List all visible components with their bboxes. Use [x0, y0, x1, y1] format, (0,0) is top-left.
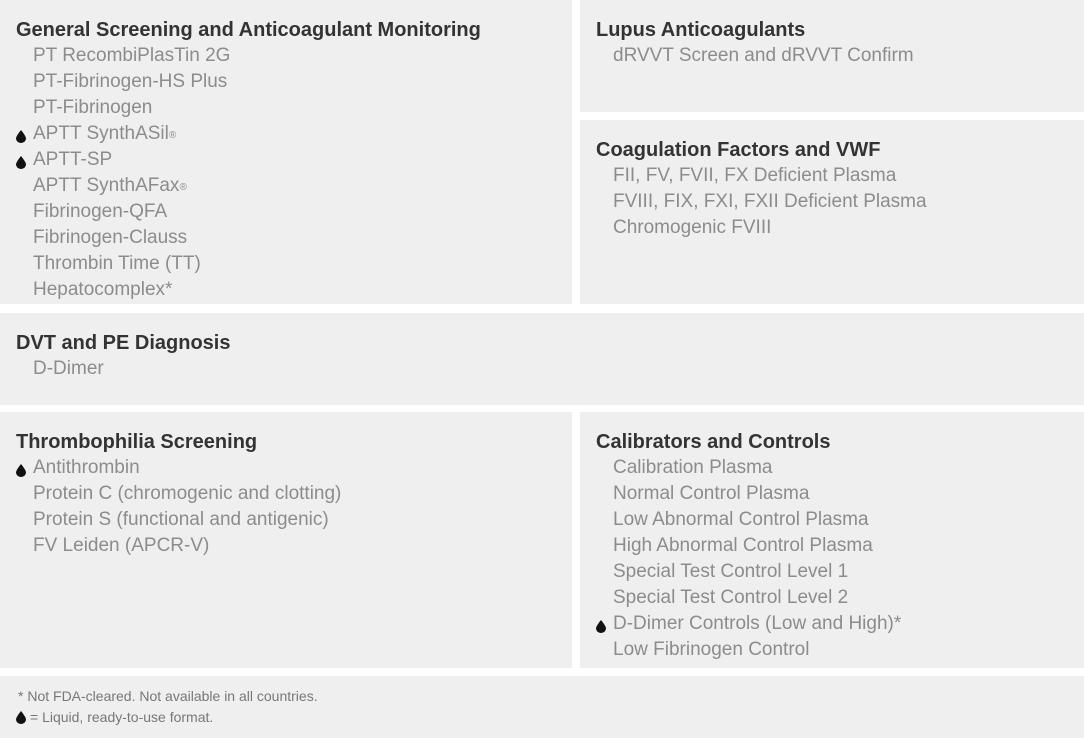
section-title: DVT and PE Diagnosis: [16, 332, 231, 354]
list-item: [16, 95, 230, 121]
item-label: Low Fibrinogen Control: [613, 639, 810, 660]
section-dvt-pe-diagnosis: [0, 313, 1084, 405]
list-item: [16, 173, 230, 199]
item-label: Fibrinogen-QFA: [33, 201, 168, 222]
list-item: [596, 533, 901, 559]
item-label: FVIII, FIX, FXI, FXII Deficient Plasma: [613, 191, 927, 212]
item-label: PT-Fibrinogen: [33, 97, 153, 118]
item-label: D-Dimer: [33, 358, 104, 379]
list-item: [596, 559, 901, 585]
section-title: General Screening and Anticoagulant Monitoring: [16, 19, 481, 41]
item-label: Thrombin Time (TT): [33, 253, 201, 274]
item-label: Hepatocomplex*: [33, 279, 173, 300]
section-title: Thrombophilia Screening: [16, 431, 258, 453]
section-title: Calibrators and Controls: [596, 431, 831, 453]
liquid-drop-icon: [16, 711, 26, 724]
item-list: [16, 356, 104, 382]
list-item: [596, 611, 901, 637]
registered-mark: ®: [179, 182, 187, 193]
item-label: Protein S (functional and antigenic): [33, 509, 329, 530]
list-item: [16, 251, 230, 277]
list-item: [596, 43, 914, 69]
list-item: [16, 356, 104, 382]
section-coagulation-factors: [580, 120, 1084, 304]
footnote-asterisk: * Not FDA-cleared. Not available in all countries.: [18, 688, 318, 704]
liquid-drop-icon: [596, 620, 606, 633]
item-label: Low Abnormal Control Plasma: [613, 509, 869, 530]
list-item: [596, 215, 927, 241]
item-label: PT RecombiPlasTin 2G: [33, 45, 231, 66]
liquid-drop-icon: [16, 156, 26, 169]
list-item: [596, 455, 901, 481]
list-item: [596, 637, 901, 663]
item-label: APTT SynthASil: [33, 123, 169, 144]
item-label: High Abnormal Control Plasma: [613, 535, 873, 556]
liquid-drop-icon: [16, 130, 26, 143]
section-title: Lupus Anticoagulants: [596, 19, 806, 41]
item-label: Calibration Plasma: [613, 457, 773, 478]
list-item: [16, 43, 230, 69]
item-list: [16, 455, 341, 559]
section-general-screening: [0, 0, 572, 304]
footnotes: [0, 676, 1084, 738]
section-lupus-anticoagulants: [580, 0, 1084, 112]
list-item: [16, 481, 341, 507]
item-list: [596, 163, 927, 241]
list-item: [596, 189, 927, 215]
list-item: [16, 147, 230, 173]
item-list: [596, 43, 914, 69]
list-item: [596, 481, 901, 507]
item-label: Special Test Control Level 1: [613, 561, 849, 582]
section-title: Coagulation Factors and VWF: [596, 139, 881, 161]
list-item: [16, 507, 341, 533]
item-label: FV Leiden (APCR-V): [33, 535, 210, 556]
footnote-liquid: [16, 708, 213, 726]
item-list: [16, 43, 230, 303]
section-calibrators-controls: [580, 412, 1084, 668]
item-list: [596, 455, 901, 663]
item-label: Protein C (chromogenic and clotting): [33, 483, 342, 504]
item-label: Special Test Control Level 2: [613, 587, 849, 608]
list-item: [596, 507, 901, 533]
item-label: Normal Control Plasma: [613, 483, 810, 504]
item-label: dRVVT Screen and dRVVT Confirm: [613, 45, 914, 66]
registered-mark: ®: [168, 130, 177, 141]
footnote-liquid-text: = Liquid, ready-to-use format.: [30, 709, 214, 725]
item-label: APTT SynthAFax: [33, 175, 180, 196]
item-label: Fibrinogen-Clauss: [33, 227, 188, 248]
list-item: [16, 225, 230, 251]
list-item: [16, 121, 230, 147]
item-label: PT-Fibrinogen-HS Plus: [33, 71, 228, 92]
item-label: FII, FV, FVII, FX Deficient Plasma: [613, 165, 897, 186]
liquid-drop-icon: [16, 464, 26, 477]
list-item: [16, 69, 230, 95]
list-item: [596, 585, 901, 611]
item-label: D-Dimer Controls (Low and High)*: [613, 613, 902, 634]
list-item: [596, 163, 927, 189]
list-item: [16, 199, 230, 225]
item-label: APTT-SP: [33, 149, 113, 170]
item-label: Antithrombin: [33, 457, 140, 478]
section-thrombophilia-screening: [0, 412, 572, 668]
list-item: [16, 533, 341, 559]
list-item: [16, 277, 230, 303]
item-label: Chromogenic FVIII: [613, 217, 772, 238]
list-item: [16, 455, 341, 481]
